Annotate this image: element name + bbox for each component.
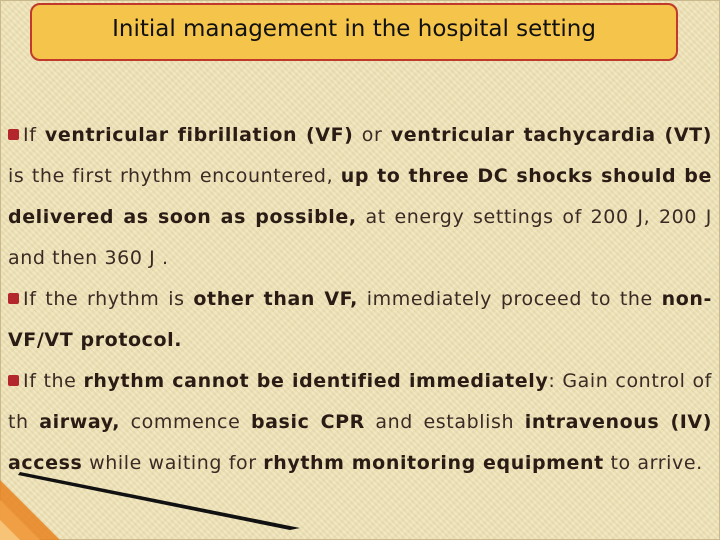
text-run: : Gain control of th xyxy=(8,370,712,433)
bold-text-run: basic CPR xyxy=(250,411,365,433)
text-run: and establish xyxy=(364,411,525,433)
slide-body xyxy=(8,115,712,484)
bold-text-run: ventricular fibrillation (VF) xyxy=(44,124,354,146)
bold-text-run: rhythm monitoring equipment xyxy=(263,452,604,474)
text-run: immediately proceed to the xyxy=(358,288,662,310)
bold-text-run: up to three DC shocks should be delivered as soon as possible, xyxy=(8,165,712,228)
decorative-corner-triangles xyxy=(0,480,120,540)
title-box xyxy=(30,3,678,61)
bold-text-run: intravenous (IV) access xyxy=(8,411,712,474)
text-run: If the rhythm is xyxy=(23,288,194,310)
square-bullet-icon xyxy=(8,375,19,386)
text-run: is the first rhythm encountered, xyxy=(8,165,341,187)
square-bullet-icon xyxy=(8,293,19,304)
page-title: Initial management in the hospital setting xyxy=(112,16,596,42)
text-run: commence xyxy=(120,411,251,433)
text-run: If the xyxy=(23,370,84,392)
text-run: If xyxy=(23,124,45,146)
bold-text-run: other than VF, xyxy=(193,288,359,310)
bold-text-run: ventricular tachycardia (VT) xyxy=(390,124,712,146)
square-bullet-icon xyxy=(8,129,19,140)
bullet-paragraph-vf-vt xyxy=(8,115,712,279)
text-run: at energy settings of 200 J, 200 J and then 360 J . xyxy=(8,206,712,269)
bold-text-run: non-VF/VT protocol. xyxy=(8,288,712,351)
text-run: or xyxy=(353,124,391,146)
text-run: to arrive. xyxy=(603,452,703,474)
bullet-paragraph-other-rhythm xyxy=(8,279,712,361)
bullet-paragraph-unidentified-rhythm xyxy=(8,361,712,484)
bold-text-run: airway, xyxy=(39,411,121,433)
bold-text-run: rhythm cannot be identified immediately xyxy=(83,370,549,392)
text-run: while waiting for xyxy=(82,452,264,474)
